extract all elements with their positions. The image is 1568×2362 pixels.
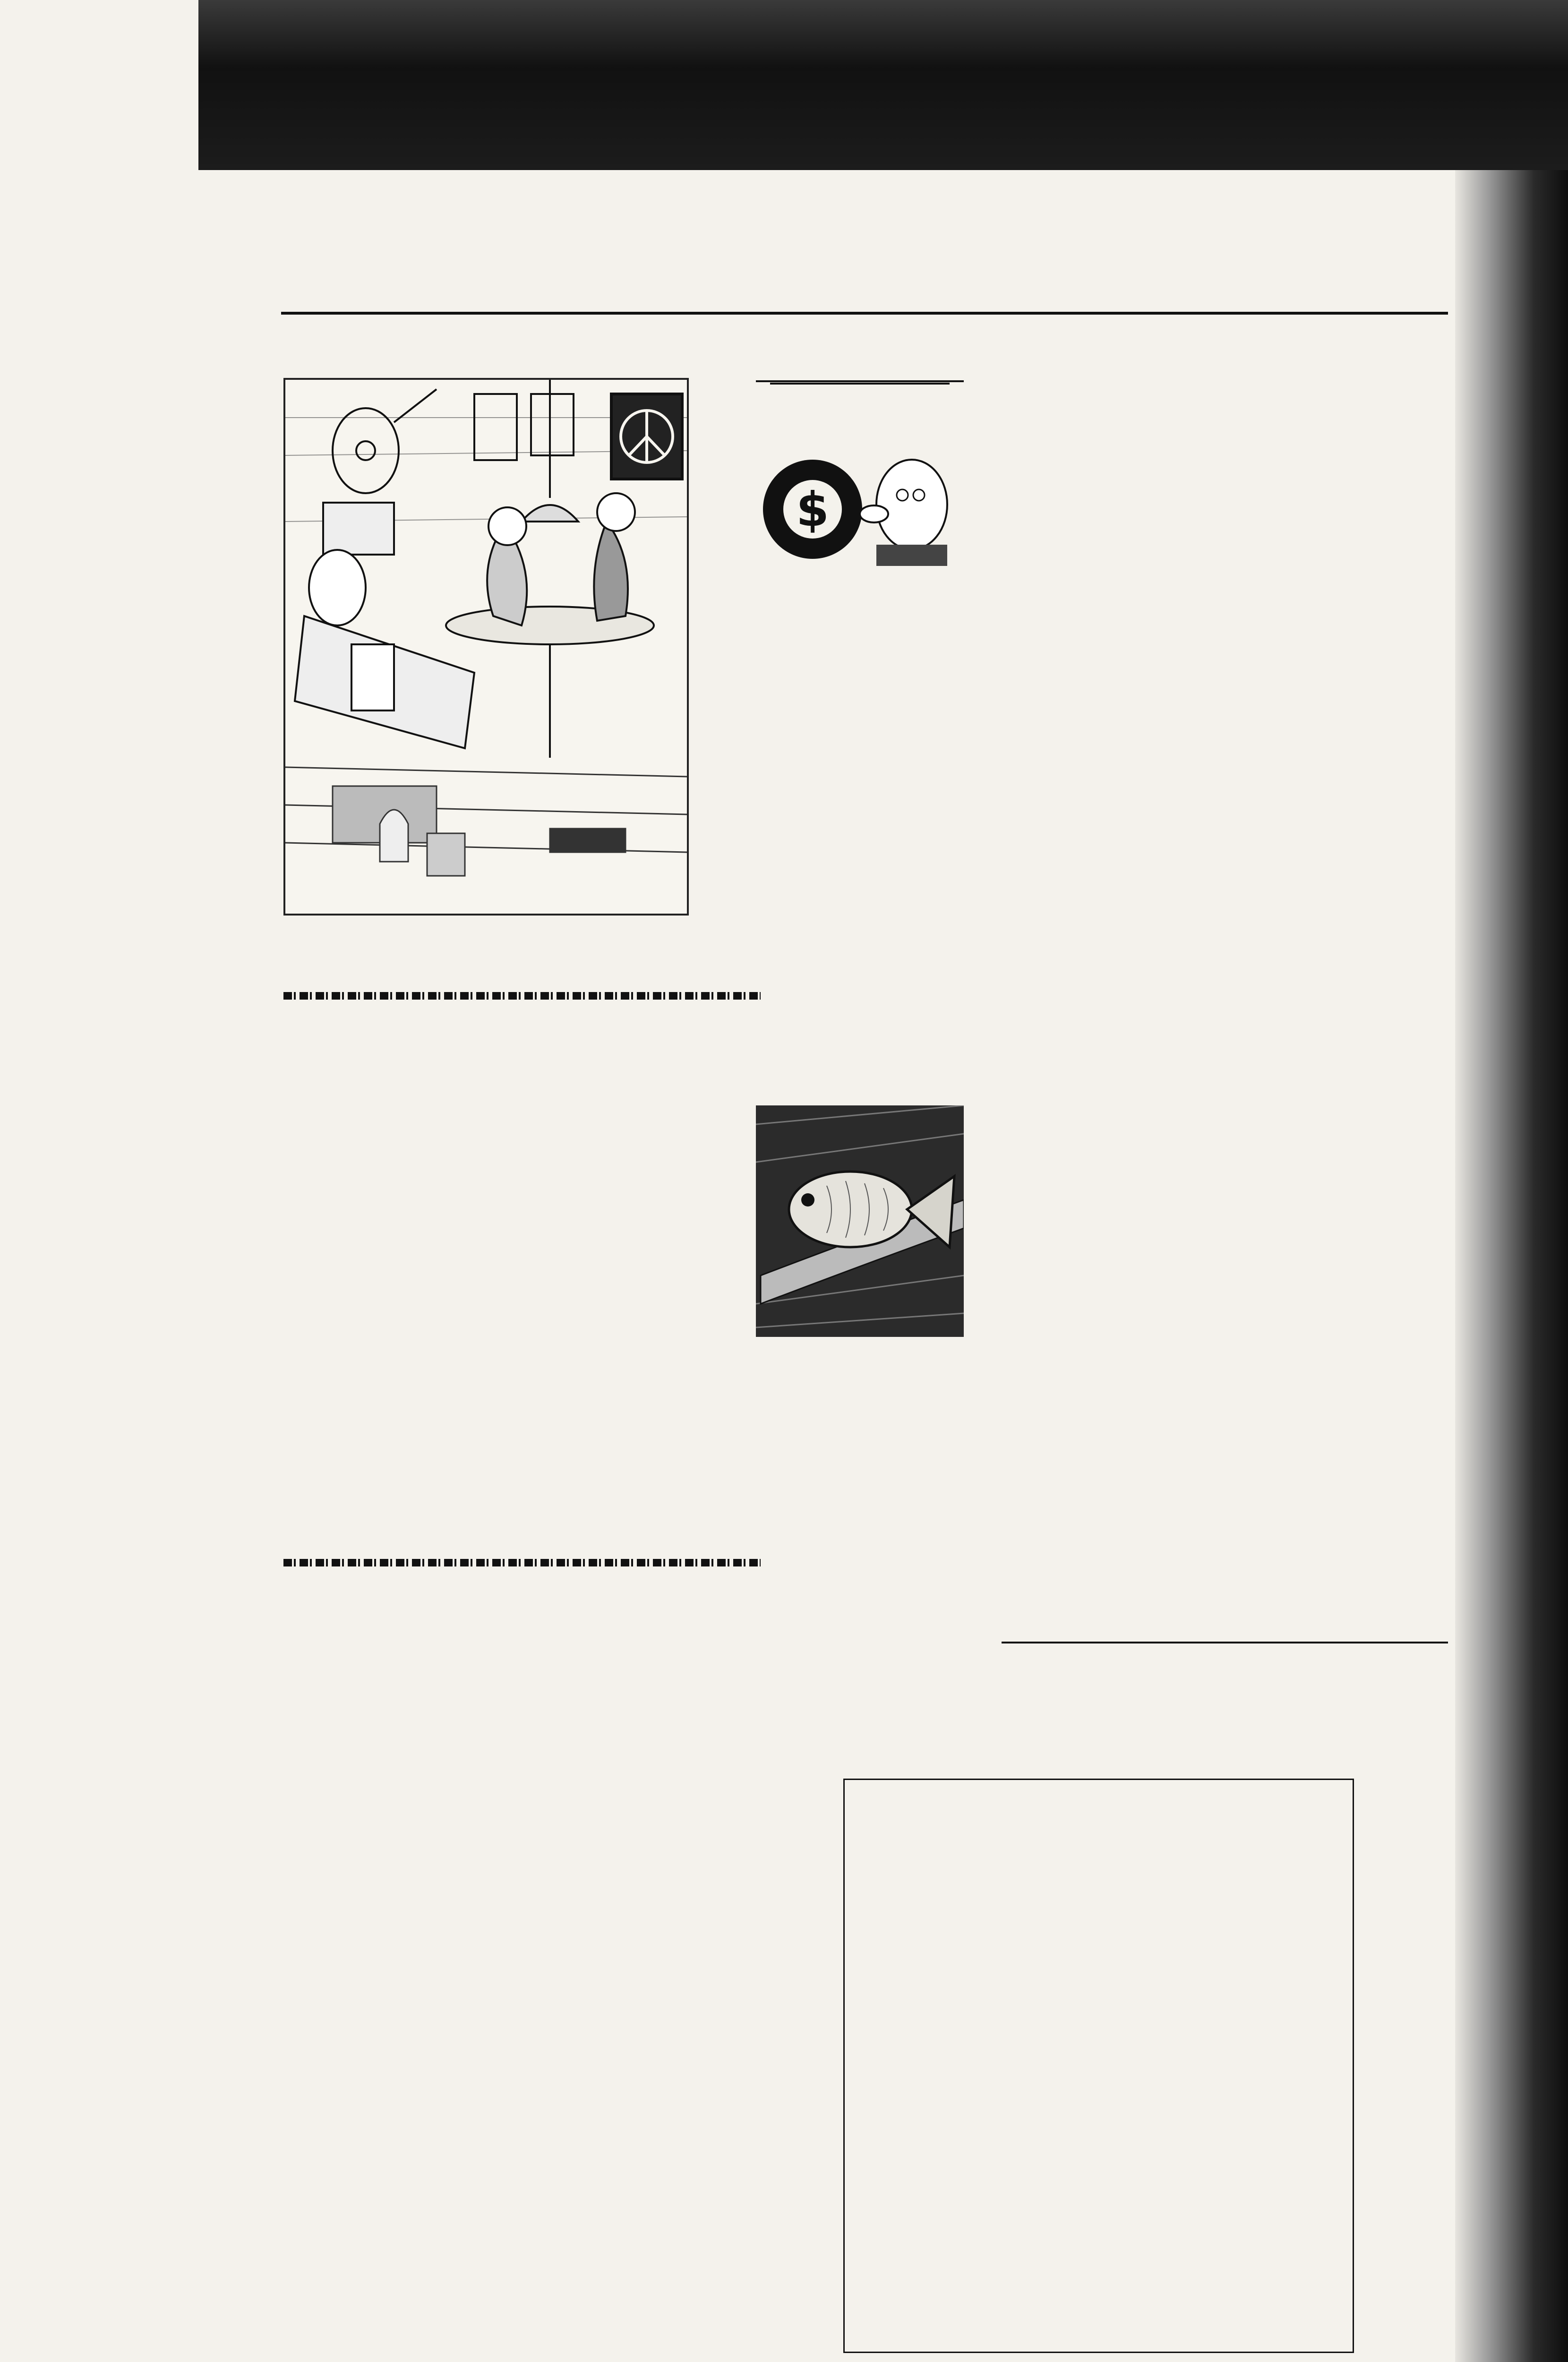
staff-box	[843, 1779, 1354, 2353]
masthead-rule	[281, 312, 1448, 315]
svg-text:$: $	[796, 482, 829, 537]
cartoon-drawing	[285, 380, 687, 914]
media-bottom-rule	[1002, 1642, 1448, 1643]
scan-right-edge	[1455, 170, 1568, 2362]
cremations-col-1	[283, 1767, 491, 1769]
lunchroom-col-1	[1002, 449, 1209, 451]
barbs-illustration	[756, 448, 964, 566]
chain-divider-top	[283, 992, 761, 1000]
media-col-1	[1002, 1011, 1209, 1013]
barbs-column	[756, 444, 964, 573]
chain-divider-bottom	[283, 1559, 761, 1566]
scan-top-band	[198, 0, 1568, 170]
barbs-title	[770, 383, 950, 385]
climbing-perch-illustration	[756, 1105, 964, 1337]
barbs-rule	[756, 380, 964, 382]
cartoon-illustration	[283, 378, 689, 916]
